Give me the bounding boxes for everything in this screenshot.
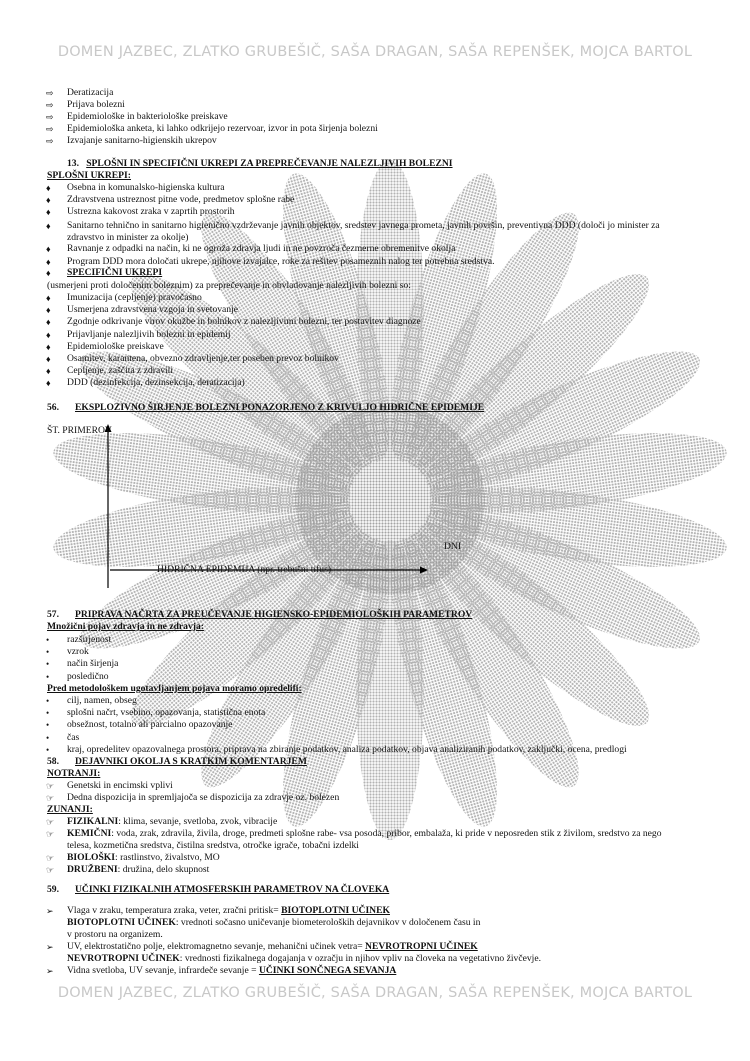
- section-59-title: 59. UČINKI FIZIKALNIH ATMOSFERSKIH PARAMETROV NA ČLOVEKA: [47, 884, 390, 895]
- diamond-bullet-icon: ♦: [46, 268, 51, 278]
- arrow-bullet-icon: ⇨: [46, 100, 54, 110]
- list-item: čas: [67, 731, 80, 743]
- factor-item-cont: telesa, kozmetična sredstva, čistilna sredstva, otročke igrače, tobačni izdelki: [67, 840, 359, 851]
- diamond-bullet-icon: ♦: [46, 257, 51, 267]
- list-item: posledično: [67, 670, 109, 682]
- arrow-bullet-icon: ⇨: [46, 136, 54, 146]
- list-item: Deratizacija: [67, 87, 114, 98]
- hand-bullet-icon: ☞: [46, 829, 55, 839]
- list-item: splošni načrt, vsebino, opazovanja, statistična enota: [67, 707, 266, 719]
- dot-bullet-icon: •: [46, 659, 50, 670]
- list-item: vzrok: [67, 646, 89, 658]
- hand-bullet-icon: ☞: [46, 793, 55, 803]
- effect-definition: BIOTOPLOTNI UČINEK: vrednoti sočasno uničevanje biometeroloških dejavnikov v določenem času in: [67, 917, 481, 928]
- triangle-bullet-icon: ➢: [46, 966, 54, 976]
- diamond-bullet-icon: ♦: [46, 354, 51, 364]
- x-axis-label: DNI: [444, 541, 462, 552]
- diamond-bullet-icon: ♦: [46, 305, 51, 316]
- list-item: Zdravstvena ustreznost pitne vode, predmetov splošne rabe: [67, 194, 295, 205]
- dot-bullet-icon: •: [46, 635, 50, 645]
- effect-item: Vidna svetloba, UV sevanje, infrardeče sevanje = UČINKI SONČNEGA SEVANJA: [67, 965, 397, 976]
- arrow-bullet-icon: ⇨: [46, 112, 54, 122]
- curve-label: HIDRIČNA EPIDEMIJA (npr. trebušni tifus): [157, 564, 332, 575]
- list-item: Prijavljanje nalezljivih bolezni in epidemij: [67, 328, 231, 340]
- list-item: Imunizacija (cepljenje) pravočasno: [67, 292, 202, 303]
- factor-item: FIZIKALNI: klima, sevanje, svetloba, zvok, vibracije: [67, 816, 278, 827]
- dot-bullet-icon: •: [46, 708, 50, 719]
- dot-bullet-icon: •: [46, 720, 50, 731]
- dot-bullet-icon: •: [46, 671, 50, 682]
- x-axis-arrow-icon: [420, 567, 428, 574]
- factor-item: DRUŽBENI: družina, delo skupnost: [67, 864, 210, 875]
- list-item: DDD (dezinfekcija, dezinsekcija, deratizacija): [67, 377, 245, 389]
- effect-definition-cont: v prostoru na organizem.: [67, 929, 163, 940]
- list-item: način širjenja: [67, 658, 119, 670]
- hand-bullet-icon: ☞: [46, 865, 55, 875]
- methodology-heading: Pred metodološkem ugotavljanjem pojava moramo opredelifi:: [47, 683, 302, 694]
- list-item: Osamitev, karantena, obvezno zdravljenje,ter poseben prevoz bolnikov: [67, 353, 339, 364]
- specific-measures-intro: (usmerjeni proti določenim boleznim) za preprečevanje in obvladovanje nalezljivih bolezni so:: [47, 280, 411, 291]
- specific-measures-heading: SPECIFIČNI UKREPI: [67, 267, 163, 278]
- section-13-title: 13. SPLOŠNI IN SPECIFIČNI UKREPI ZA PREPREČEVANJE NALEZLJIVIH BOLEZNI: [67, 158, 453, 169]
- general-measures-heading: SPLOŠNI UKREPI:: [47, 170, 131, 181]
- dot-bullet-icon: •: [46, 696, 50, 706]
- mass-phenomenon-heading: Množični pojav zdravja in ne zdravja:: [47, 621, 204, 632]
- list-item: obsežnost, totalno ali parcialno opazovanje: [67, 719, 233, 731]
- diamond-bullet-icon: ♦: [46, 341, 51, 352]
- external-heading: ZUNANJI:: [47, 804, 93, 815]
- y-axis-label: ŠT. PRIMEROV: [47, 425, 112, 436]
- factor-item: KEMIČNI: voda, zrak, zdravila, živila, droge, predmeti splošne rabe- vsa posoda, pribor, embalaža, ki pride v neposreden stik z živilom, sredstvo za nego: [67, 828, 662, 839]
- effect-definition: NEVROTROPNI UČINEK: vrednosti fizikalnega dogajanja v ozračju in njihov vpliv na človeka na vegetativno živčevje.: [67, 953, 541, 964]
- list-item: zdravstvo in minister za okolje): [67, 232, 189, 243]
- section-57-title: 57. PRIPRAVA NAČRTA ZA PREUČEVANJE HIGIENSKO-EPIDEMIOLOŠKIH PARAMETROV: [47, 609, 473, 620]
- diamond-bullet-icon: ♦: [46, 329, 51, 340]
- list-item: Zgodnje odkrivanje virov okužbe in bolnikov z nalezljivimi bolezni, ter postavitev diagnoze: [67, 316, 421, 328]
- dot-bullet-icon: •: [46, 744, 50, 755]
- list-item: Program DDD mora določati ukrepe, njihove izvajalce, roke za rešitev posameznih nalog ter potrebna sredstva.: [67, 256, 495, 267]
- hand-bullet-icon: ☞: [46, 781, 55, 791]
- list-item: Ustrezna kakovost zraka v zaprtih prostorih: [67, 206, 235, 217]
- arrow-bullet-icon: ⇨: [46, 124, 54, 134]
- page-footer: DOMEN JAZBEC, ZLATKO GRUBEŠIČ, SAŠA DRAGAN, SAŠA REPENŠEK, MOJCA BARTOL: [57, 985, 693, 1001]
- section-56-title: 56. EKSPLOZIVNO ŠIRJENJE BOLEZNI PONAZORJENO Z KRIVULJO HIDRIČNE EPIDEMIJE: [47, 402, 485, 413]
- page-header: DOMEN JAZBEC, ZLATKO GRUBEŠIČ, SAŠA DRAGAN, SAŠA REPENŠEK, MOJCA BARTOL: [57, 44, 693, 60]
- list-item: Izvajanje sanitarno-higienskih ukrepov: [67, 135, 217, 146]
- diamond-bullet-icon: ♦: [46, 207, 51, 217]
- list-item: Prijava bolezni: [67, 99, 125, 110]
- diamond-bullet-icon: ♦: [46, 317, 51, 328]
- list-item: Epidemiološke preiskave: [67, 340, 164, 352]
- diamond-bullet-icon: ♦: [46, 244, 51, 254]
- section-58-title: 58. DEJAVNIKI OKOLJA S KRATKIM KOMENTARJEM: [47, 756, 307, 767]
- list-item: Dedna dispozicija in spremljajoča se dispozicija za zdravje oz. bolezen: [67, 792, 340, 803]
- diamond-bullet-icon: ♦: [46, 195, 51, 205]
- list-item: Usmerjena zdravstvena vzgoja in svetovanje: [67, 304, 239, 316]
- list-item: cilj, namen, obseg: [67, 695, 137, 706]
- hand-bullet-icon: ☞: [46, 817, 55, 827]
- dot-bullet-icon: •: [46, 647, 50, 658]
- list-item: Ravnanje z odpadki na način, ki ne ogroža zdravja ljudi in ne povzroča čezmerne obremenitve okolja: [67, 243, 456, 254]
- list-item: Cepljenje, zaščita z zdravili: [67, 365, 174, 377]
- factor-item: BIOLOŠKI: rastlinstvo, živalstvo, MO: [67, 852, 220, 863]
- list-item: Epidemiološke in bakteriološke preiskave: [67, 111, 228, 122]
- hand-bullet-icon: ☞: [46, 853, 55, 863]
- list-item: Sanitarno tehnično in sanitarno higienično vzdrževanje javnih objektov, sredstev javnega prometa, javnih površin, preventivna DDD (določi jo minister za: [67, 220, 660, 231]
- diamond-bullet-icon: ♦: [46, 378, 51, 389]
- list-item: Osebna in komunalsko-higienska kultura: [67, 182, 225, 193]
- diamond-bullet-icon: ♦: [46, 183, 51, 193]
- triangle-bullet-icon: ➢: [46, 906, 54, 916]
- internal-heading: NOTRANJI:: [47, 768, 101, 779]
- diamond-bullet-icon: ♦: [46, 293, 51, 303]
- diamond-bullet-icon: ♦: [46, 366, 51, 377]
- effect-item: Vlaga v zraku, temperatura zraka, veter, zračni pritisk= BIOTOPLOTNI UČINEK: [67, 905, 390, 916]
- list-item: razširjenost: [67, 634, 112, 645]
- triangle-bullet-icon: ➢: [46, 942, 54, 952]
- dot-bullet-icon: •: [46, 732, 50, 743]
- list-item: Epidemiološka anketa, ki lahko odkrijejo rezervoar, izvor in pota širjenja bolezni: [67, 123, 378, 134]
- list-item: kraj, opredelitev opazovalnega prostora, priprava na zbiranje podatkov, analiza podatkov, objava analiziranih podatkov, zaključki, ocena, predlogi: [67, 743, 627, 755]
- arrow-bullet-icon: ⇨: [46, 88, 54, 98]
- diamond-bullet-icon: ♦: [46, 221, 51, 231]
- effect-item: UV, elektrostatično polje, elektromagnetno sevanje, mehanični učinek vetra= NEVROTROPNI UČINEK: [67, 941, 478, 952]
- list-item: Genetski in encimski vplivi: [67, 780, 173, 791]
